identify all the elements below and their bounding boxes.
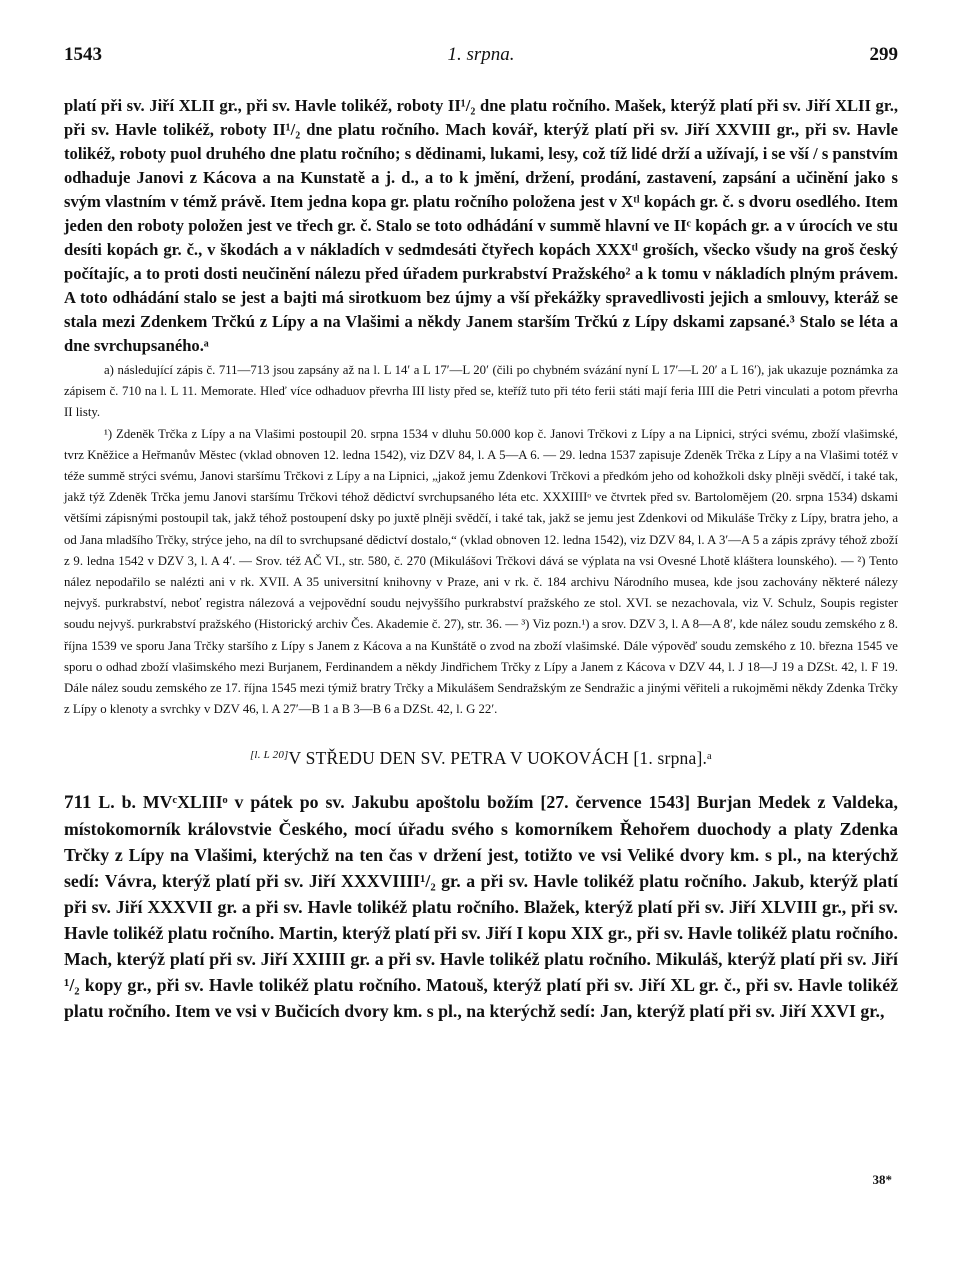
entry-711 bbox=[64, 789, 898, 1024]
date-heading: 1. srpna. bbox=[447, 44, 515, 65]
section-title-text: V STŘEDU DEN SV. PETRA V UOKOVÁCH [1. srpna].ᵃ bbox=[288, 748, 713, 769]
footnote-a: a) následující zápis č. 711—713 jsou zapsány až na l. L 14′ a L 17′—L 20′ (čili po chybném svázání nyní L 17′—L 20′ a L 16′), jak ukazuje poznámka za zápisem č. 710 na l. L 11. Memorate. Hleď více odhaduov převrha III listy před se, kteříž tuto při této ferii státi mají feria IIII die Petri vinculati a potom převrha II listy. bbox=[64, 363, 898, 420]
page-number: 299 bbox=[869, 44, 898, 65]
signature-mark: 38* bbox=[872, 1172, 892, 1187]
year-label: 1543 bbox=[64, 44, 102, 65]
document-page bbox=[64, 44, 898, 1024]
main-text: platí při sv. Jiří XLII gr., při sv. Havle tolikéž, roboty II¹/₂ dne platu ročního. Mašek, kterýž platí při sv. Jiří XLII gr., při sv. Havle tolikéž, roboty II¹/₂ dne platu ročního. Mach kovář, kterýž platí při sv. Jiří XXVIII gr., při sv. Havle tolikéž, roboty puol druhého dne platu ročního; s dědinami, lukami, lesy, což tíž lidé drží a užívají, i se vší / s panstvím odhaduje Janovi z Kácova a na Kunstatě a j. d., a to k jmění, držení, prodání, zastavení, zapsání a učinění jako s svým vlastním v témž právě. Item jedna kopa gr. platu ročního položena jest v Xᵗˡ kopách gr. č. s dvoru osedlého. Item jeden den roboty položen jest ve třech gr. č. Stalo se toto odhádání v summě hlavní ve IIᶜ kopách gr. a v úrocích ve stu desíti kopách gr. č., v škodách a v nákladích v sedmdesáti čtyřech kopách XXXᵗˡ groších, všecko všudy na groš český počítajíc, a to proti dosti neučinění nálezu před úřadem purkrabství Pražského² a k tomu v nákladích plným právem. A toto odhádání stalo se jest a bajti má sirotkuom bez újmy a vší překážky spravedlivosti jejich a smlouvy, kteráž se stala mezi Zdenkem Trčkú z Lípy a na Vlašimi a někdy Janem starším Trčkú z Lípy dskami zapsané.³ Stalo se léta a dne svrchupsaného.ᵃ bbox=[64, 96, 898, 355]
footnotes bbox=[64, 360, 898, 720]
running-header bbox=[64, 44, 898, 74]
folio-reference: [l. L 20] bbox=[249, 749, 289, 762]
section-heading bbox=[64, 748, 898, 769]
entry-number: 711 bbox=[64, 792, 92, 814]
entry-text: L. b. MVᶜXLIIIᵒ v pátek po sv. Jakubu apoštolu božím [27. července 1543] Burjan Medek z Valdeka, místokomorník královstvie Českého, mocí úřadu svého s komorníkem Řehořem duochody a platy Zdenka Trčky z Lípy na Vlašimi, kterýchž na ten čas v držení jest, totižto ve vsi Veliké dvory km. s pl., na kterýchž sedí: Vávra, kterýž platí při sv. Jiří XXXVIIII¹/₂ gr. a při sv. Havle tolikéž platu ročního. Jakub, kterýž platí při sv. Jiří XXXVII gr. a při sv. Havle tolikéž platu ročního. Blažek, kterýž platí při sv. Jiří XLVIII gr., při sv. Havle tolikéž platu ročního. Martin, kterýž platí při sv. Jiří I kopu XIX gr., při sv. Havle tolikéž platu ročního. Mach, kterýž platí při sv. Jiří XXIIII gr. a při sv. Havle tolikéž platu ročního. Mikuláš, kterýž platí při sv. Jiří ¹/₂ kopy gr., při sv. Havle tolikéž platu ročního. Matouš, kterýž platí při sv. Jiří XL gr. č., při sv. Havle tolikéž platu ročního. Item ve vsi v Bučicích dvory km. s pl., na kterýchž sedí: Jan, kterýž platí při sv. Jiří XXVI gr., bbox=[64, 792, 898, 1022]
footnote-1: ¹) Zdeněk Trčka z Lípy a na Vlašimi postoupil 20. srpna 1534 v dluhu 50.000 kop č. Janovi Trčkovi z Lípy a na Lipnici, strýci svému, zboží vlašimské, tvrz Kněžice a Heřmanův Městec (vklad obnoven 12. ledna 1542), viz DZV 84, l. A 5—A 6. — 29. ledna 1537 zapisuje Zdeněk Trčka z Lípy a na Vlašimi totéž v téže summě strýci svému, Janovi staršímu Trčkovi z Lípy a na Lipnici, „jakož jemu Zdenkovi Trčkovi a předkóm jeho od kohožkoli dsky plněji svědčí, i také tak, jakž týž Zdeněk Trčka jemu Janovi staršímu Trčkovi téhož dědictví svrchupsaného léta etc. XXXIIIIᵒ ve čtvrtek před sv. Bartolomějem (20. srpna 1534) dskami většími zápisnými postoupil tak, jakž téhož postoupení dsky po juxtě plněji svědčí, i také tak, jakž se jemu jest Zdenkovi od Mikuláše Trčky z Lípy, bratra jeho, a od Jana mladšího Trčky, strýce jeho, na díl to svrchupsané dědictví dostalo,“ (vklad obnoven 12. ledna 1542), viz DZV 84, l. A 3′—A 5 a zápis zprávy téhož zboží z 9. ledna 1542 v DZV 3, l. A 4′. — Srov. též AČ VI., str. 580, č. 270 (Mikulášovi Trčkovi dává se výplata na vsi Ovesné Lhotě kláštera lounského). — ²) Tento nález nepodařilo se nalézti ani v rk. XVII. A 35 universitní knihovny v Praze, ani v rk. č. 184 archivu Národního musea, kde jsou zachovány některé nálezy nejvyš. purkrabství, neboť registra nálezová a vejpovědní soudu nejvyššího purkrabství pražského ze stol. XVI. se nezachovala, viz V. Schulz, Soupis register soudu nejvyš. purkrabství pražského (Historický archiv Čes. Akademie č. 27), str. 36. — ³) Viz pozn.¹) a srov. DZV 3, l. A 8—A 8′, kde nález soudu zemského z 8. října 1539 ve sporu Jana Trčky staršího z Lípy s Janem z Kácova a na Kunštátě o zvod na zboží vlašimské. Dále výpověď soudu zemského z 10. března 1545 ve sporu o odhad zboží vlašimského mezi Burjanem, Ferdinandem a někdy Jindřichem Trčky z Lípy a Janem z Kácova v DZV 44, l. J 18—J 19 a DZSt. 42, l. F 19. Dále nález soudu zemského ze 17. října 1545 mezi týmiž bratry Trčky a Mikulášem Sendražským ze Sendražic a jinými věřiteli a rukojměmi někdy Zdenka Trčky z Lípy o klenoty a svrchky v DZV 46, l. A 27′—B 1 a B 3—B 6 a DZSt. 42, l. G 22′. bbox=[64, 426, 898, 717]
